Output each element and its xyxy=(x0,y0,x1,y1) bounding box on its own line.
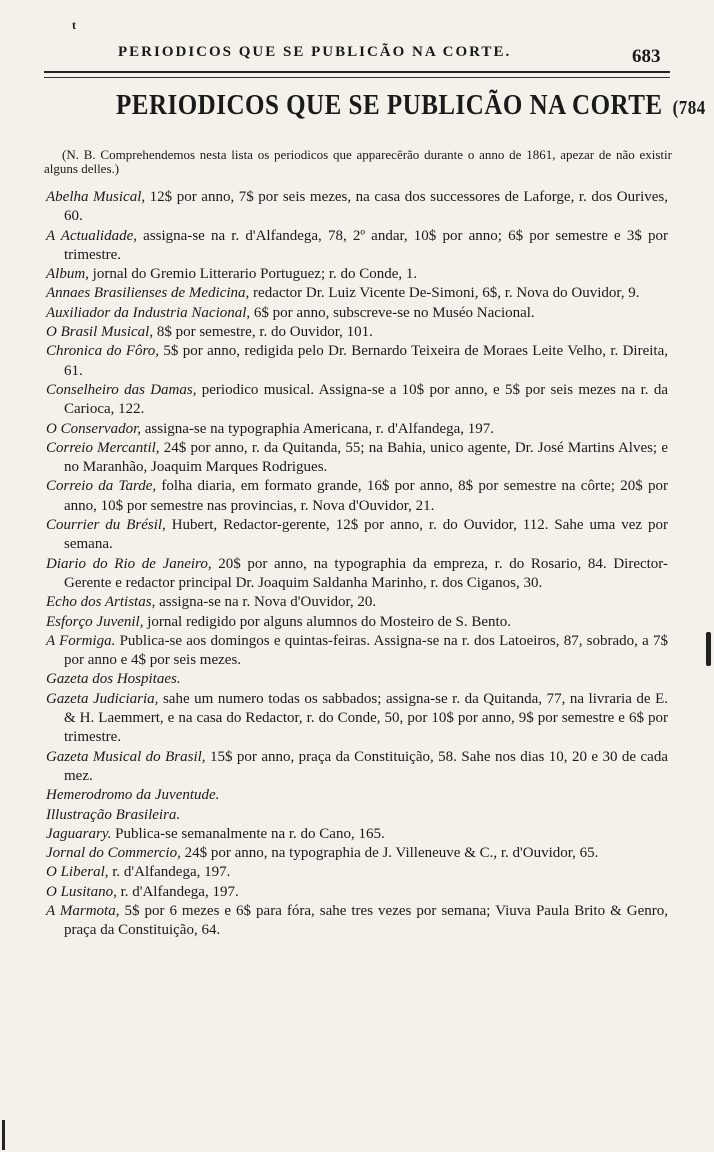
periodical-entry xyxy=(46,381,668,420)
page-corner-mark: t xyxy=(72,18,76,32)
page-number: 683 xyxy=(632,46,661,67)
periodical-entry xyxy=(46,304,668,323)
periodical-details: jornal do Gremio Litterario Portuguez; r. do Conde, 1. xyxy=(88,266,418,283)
periodical-name: Chronica do Fôro, xyxy=(46,343,160,360)
periodical-entry xyxy=(46,516,668,555)
periodical-details: 5$ por 6 mezes e 6$ para fóra, sahe tres vezes por semana; Viuva Paula Brito & Genro, praça da Constituição, 64. xyxy=(64,902,668,939)
periodical-entry xyxy=(46,188,668,227)
periodical-entry xyxy=(46,613,668,632)
periodical-details: 5$ por anno, redigida pelo Dr. Bernardo Teixeira de Moraes Leite Velho, r. Direita, 61. xyxy=(64,343,668,379)
periodical-details: redactor Dr. Luiz Vicente De-Simoni, 6$, r. Nova do Ouvidor, 9. xyxy=(249,285,640,302)
running-head: PERIODICOS QUE SE PUBLICÃO NA CORTE. xyxy=(118,44,512,60)
periodical-details: 20$ por anno, na typographia da empreza, r. do Rosario, 84. Director-Gerente e redactor principal Dr. Joaquim Saldanha Marinho, r. dos Ciganos, 30. xyxy=(64,555,668,591)
periodical-entry xyxy=(46,323,668,342)
section-title xyxy=(116,90,706,122)
periodical-details: periodico musical. Assigna-se a 10$ por anno, e 5$ por seis mezes na r. da Carioca, 122. xyxy=(64,381,668,418)
periodical-details: Publica-se semanalmente na r. do Cano, 165. xyxy=(111,825,385,842)
periodical-name: Correio da Tarde, xyxy=(46,478,157,495)
periodical-entry xyxy=(46,439,668,478)
header-rule-thin xyxy=(44,77,670,78)
periodical-entry xyxy=(46,786,668,805)
periodical-details: folha diaria, em formato grande, 16$ por anno, 8$ por semestre na côrte; 20$ por anno, 10$ por semestre nas provincias, r. Nova d'Ouvidor, 21. xyxy=(64,478,668,514)
periodical-entry xyxy=(46,265,668,284)
header-rule-thick xyxy=(44,71,670,73)
periodical-entry xyxy=(46,284,668,303)
periodical-entry xyxy=(46,748,668,787)
margin-edge-mark xyxy=(2,1120,5,1150)
periodical-name: Jornal do Commercio, xyxy=(46,845,181,862)
periodical-entry xyxy=(46,825,668,844)
periodical-details: Publica-se aos domingos e quintas-feiras. Assigna-se na r. dos Latoeiros, 87, sobrado, a 7$ por anno e 4$ por seis mezes. xyxy=(64,632,668,669)
periodical-name: Auxiliador da Industria Nacional, xyxy=(46,304,251,321)
periodical-entry xyxy=(46,902,668,941)
periodical-details: 24$ por anno, na typographia de J. Villeneuve & C., r. d'Ouvidor, 65. xyxy=(180,845,599,862)
periodical-name: O Lusitano, xyxy=(46,883,117,900)
periodical-details: sahe um numero todas os sabbados; assigna-se r. da Quitanda, 77, na livraria de E. & H. Laemmert, e na casa do Redactor, r. do Conde, 50, por 10$ por anno, 9$ por semestre e 6$ por trimestre. xyxy=(64,690,668,746)
periodical-name: Echo dos Artistas, xyxy=(46,594,156,611)
periodical-name: Diario do Rio de Janeiro, xyxy=(46,555,212,572)
periodical-details: 24$ por anno, r. da Quitanda, 55; na Bahia, unico agente, Dr. José Martins Alves; e no Maranhão, Joaquim Marques Rodrigues. xyxy=(64,439,668,476)
periodical-details: 6$ por anno, subscreve-se no Muséo Nacional. xyxy=(250,304,535,321)
periodical-name: A Marmota, xyxy=(46,902,120,919)
periodical-name: Gazeta Musical do Brasil, xyxy=(46,748,206,765)
periodical-entry xyxy=(46,342,668,381)
periodical-details: jornal redigido por alguns alumnos do Mosteiro de S. Bento. xyxy=(143,613,511,630)
periodical-entry xyxy=(46,883,668,902)
periodical-name: Jaguarary. xyxy=(46,825,112,842)
periodical-details: r. d'Alfandega, 197. xyxy=(108,864,231,881)
periodical-name: A Actualidade, xyxy=(46,227,138,244)
periodical-entry xyxy=(46,420,668,439)
periodical-entry xyxy=(46,593,668,612)
periodicals-list xyxy=(46,188,668,941)
periodical-name: Gazeta dos Hospitaes. xyxy=(46,671,181,688)
periodical-name: O Brasil Musical, xyxy=(46,324,154,341)
periodical-name: Correio Mercantil, xyxy=(46,439,160,456)
periodical-details: assigna-se na r. Nova d'Ouvidor, 20. xyxy=(155,594,377,611)
periodical-name: Hemerodromo da Juventude. xyxy=(46,787,220,804)
periodical-name: Conselheiro das Damas, xyxy=(46,381,197,398)
section-title-text: PERIODICOS QUE SE PUBLICÃO NA CORTE xyxy=(116,90,663,122)
periodical-entry xyxy=(46,477,668,516)
periodical-name: Album, xyxy=(46,266,89,283)
periodical-details: 8$ por semestre, r. do Ouvidor, 101. xyxy=(153,324,373,341)
editorial-note: (N. B. Comprehendemos nesta lista os periodicos que apparecêrão durante o anno de 1861, apezar de não existir alguns delles.) xyxy=(44,147,672,176)
periodical-name: Gazeta Judiciaria, xyxy=(46,690,159,707)
periodical-entry xyxy=(46,670,668,689)
periodical-name: A Formiga. xyxy=(46,632,116,649)
periodical-entry xyxy=(46,806,668,825)
periodical-details: 15$ por anno, praça da Constituição, 58. Sahe nos dias 10, 20 e 30 de cada mez. xyxy=(64,748,668,784)
periodical-entry xyxy=(46,632,668,671)
periodical-name: Abelha Musical, xyxy=(46,189,146,205)
periodical-name: Esforço Juvenil, xyxy=(46,613,144,630)
periodical-name: O Liberal, xyxy=(46,864,109,881)
periodical-entry xyxy=(46,227,668,266)
periodical-name: O Conservador, xyxy=(46,420,142,437)
periodical-entry xyxy=(46,690,668,748)
periodical-details: Hubert, Redactor-gerente, 12$ por anno, r. do Ouvidor, 112. Sahe uma vez por semana. xyxy=(64,517,668,553)
periodical-name: Courrier du Brésil, xyxy=(46,517,166,534)
periodical-details: assigna-se na r. d'Alfandega, 78, 2º andar, 10$ por anno; 6$ por semestre e 3$ por trimestre. xyxy=(64,227,668,263)
periodical-details: 12$ por anno, 7$ por seis mezes, na casa dos successores de Laforge, r. dos Ourives, 60. xyxy=(64,189,668,225)
periodical-details: assigna-se na typographia Americana, r. d'Alfandega, 197. xyxy=(141,420,495,437)
periodical-entry xyxy=(46,863,668,882)
footnote-reference: (784 xyxy=(672,96,706,119)
periodical-name: Annaes Brasilienses de Medicina, xyxy=(46,285,250,302)
periodical-entry xyxy=(46,844,668,863)
periodical-name: Illustração Brasileira. xyxy=(46,806,181,823)
margin-bracket-mark xyxy=(706,632,711,666)
periodical-details: r. d'Alfandega, 197. xyxy=(116,883,239,900)
periodical-entry xyxy=(46,555,668,594)
